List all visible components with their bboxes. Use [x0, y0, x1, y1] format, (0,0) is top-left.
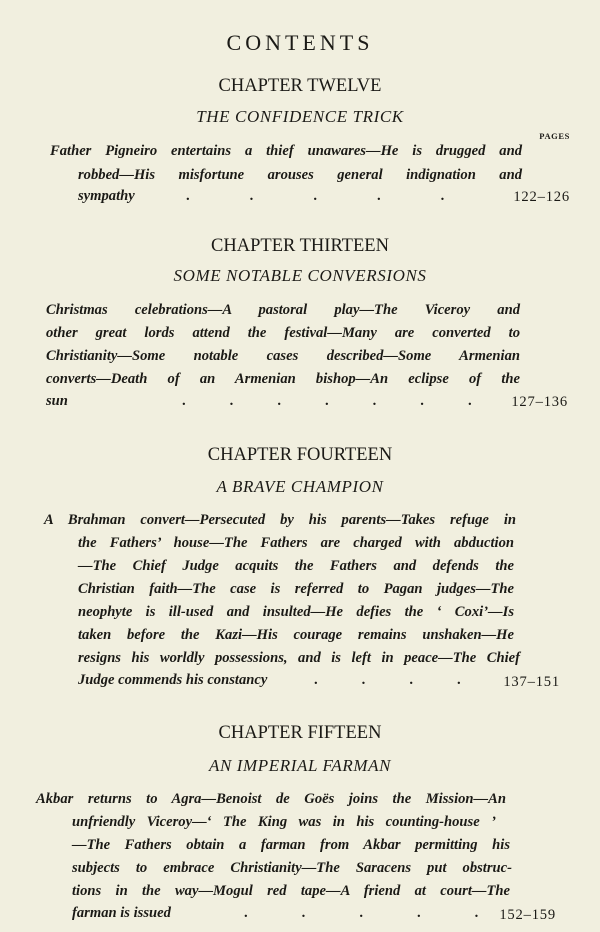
leader-dots: . . . . . — [186, 188, 445, 204]
synopsis-line: robbed—His misfortune arouses general indignation and — [78, 167, 522, 183]
synopsis-line: —The Fathers obtain a farman from Akbar permitting his — [72, 837, 510, 853]
chapter-title: THE CONFIDENCE TRICK — [196, 107, 404, 126]
chapter-number: CHAPTER FIFTEEN — [218, 723, 382, 743]
synopsis-line: neophyte is ill-used and insulted—He defies the ‘ Coxi’—Is — [78, 604, 514, 620]
leader-dots: . . . . — [314, 672, 461, 688]
synopsis-line: Judge commends his constancy — [78, 672, 268, 688]
page-range: 137–151 — [503, 674, 560, 690]
synopsis-line: Christian faith—The case is referred to Pagan judges—The — [78, 581, 514, 597]
synopsis-line: sympathy — [78, 188, 135, 204]
page-range: 122–126 — [513, 189, 570, 205]
synopsis-line: farman is issued — [72, 905, 171, 921]
page-range: 127–136 — [511, 394, 568, 410]
synopsis-line: subjects to embrace Christianity—The Saracens put obstruc- — [72, 860, 512, 876]
synopsis-line: Christianity—Some notable cases described—Some Armenian — [46, 348, 520, 364]
synopsis-line: resigns his worldly possessions, and is left in peace—The Chief — [78, 650, 520, 666]
synopsis-line: unfriendly Viceroy—‘ The King was in his counting-house ’ — [72, 814, 496, 830]
synopsis-line: —The Chief Judge acquits the Fathers and defends the — [78, 558, 514, 574]
synopsis-line: other great lords attend the festival—Many are converted to — [46, 325, 520, 341]
chapter-number: CHAPTER THIRTEEN — [211, 236, 389, 256]
leader-dots: . . . . . — [244, 905, 479, 921]
synopsis-line: tions in the way—Mogul red tape—A friend at court—The — [72, 883, 510, 899]
synopsis-line: taken before the Kazi—His courage remains unshaken—He — [78, 627, 514, 643]
page-range: 152–159 — [499, 907, 556, 923]
synopsis-line: Father Pigneiro entertains a thief unawares—He is drugged and — [50, 143, 522, 159]
chapter-number: CHAPTER FOURTEEN — [207, 445, 393, 465]
synopsis-line: A Brahman convert—Persecuted by his parents—Takes refuge in — [44, 512, 516, 528]
chapter-title: AN IMPERIAL FARMAN — [208, 756, 392, 775]
chapter-title: SOME NOTABLE CONVERSIONS — [173, 266, 427, 285]
synopsis-line: Akbar returns to Agra—Benoist de Goës joins the Mission—An — [36, 791, 506, 807]
synopsis-line: the Fathers’ house—The Fathers are charged with abduction — [78, 535, 514, 551]
chapter-number: CHAPTER TWELVE — [218, 76, 382, 96]
pages-column-label: PAGES — [539, 131, 570, 141]
chapter-title: A BRAVE CHAMPION — [216, 477, 384, 496]
synopsis-line: Christmas celebrations—A pastoral play—The Viceroy and — [46, 302, 520, 318]
page-title: CONTENTS — [226, 30, 374, 55]
synopsis-line: converts—Death of an Armenian bishop—An eclipse of the — [46, 371, 520, 387]
leader-dots: . . . . . . . — [182, 393, 472, 409]
synopsis-line: sun — [46, 393, 68, 409]
